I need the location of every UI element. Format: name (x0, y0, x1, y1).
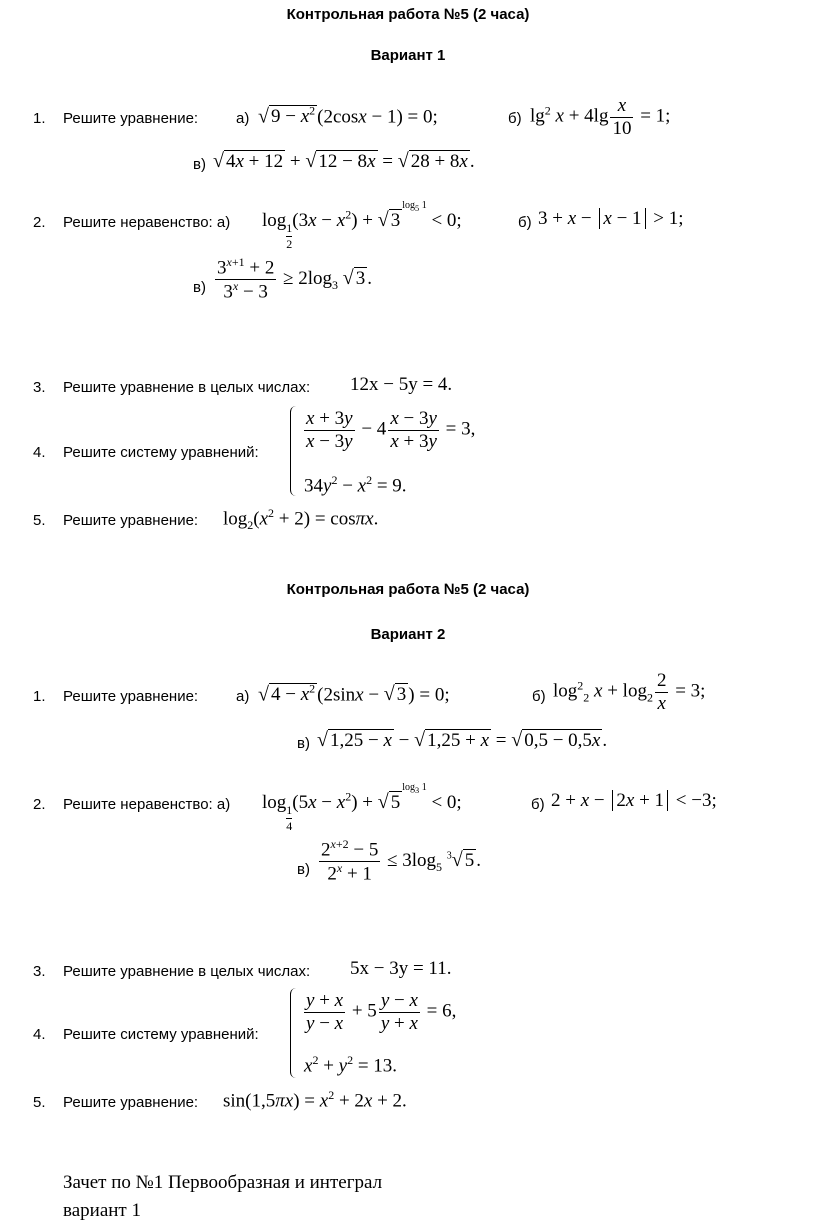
v1-task5-number: 5. (33, 512, 46, 529)
v1-task1-b-marker: б) (508, 110, 522, 127)
v1-task4-label: Решите систему уравнений: (63, 444, 259, 461)
v2-task4-number: 4. (33, 1026, 46, 1043)
v2-task2-b-marker: б) (531, 796, 545, 813)
v2-task2-label: Решите неравенство: а) (63, 796, 231, 813)
v1-task1-b-equation: $\lg^2 x + 4\lg$ $\frac{x}{10}$ = 1; (530, 95, 671, 139)
v1-task1-label: Решите уравнение: (63, 110, 199, 127)
v2-task1-c-marker: в) (297, 735, 310, 752)
variant1-subtitle: Вариант 1 (370, 47, 446, 64)
v2-task2-c-inequality: $\frac{2^{x+2} - 5}{2^x + 1}$ ≤ $3\log_5$ $^3$√ 5 . (321, 837, 482, 885)
v1-task1-c-marker: в) (193, 156, 206, 173)
v1-task5-label: Решите уравнение: (63, 512, 199, 529)
v1-task3-number: 3. (33, 379, 46, 396)
v2-task5-equation: $\sin(1,5\pi x) = x^2 + 2x + 2$. (223, 1088, 407, 1112)
v1-task1-c-equation: √ 4x + 12 + √ 12 − 8x = √ 28 + 8x . (213, 150, 475, 172)
v1-task2-c-marker: в) (193, 279, 206, 296)
v2-task3-number: 3. (33, 963, 46, 980)
v1-task1-a-equation: √ $9 - x^2$ (2cosx − 1) = 0; (258, 104, 438, 128)
v1-task1-a-marker: а) (236, 110, 250, 127)
v2-task1-b-equation: $\log^2_2 x + \log_2$ $\frac{2}{x}$ = 3; (553, 670, 706, 714)
v2-task1-label: Решите уравнение: (63, 688, 199, 705)
v2-system-brace (290, 988, 299, 1078)
v2-task3-equation: 5x − 3y = 11. (350, 958, 452, 979)
v2-task2-c-marker: в) (297, 861, 310, 878)
v2-task2-a-inequality: log $\frac{1}{4}$ $(5x - x^2)$ + √ $5^{log_3 1} < 0$; (262, 782, 462, 833)
v2-task4-label: Решите систему уравнений: (63, 1026, 259, 1043)
v2-task2-b-inequality: 2 + x − 2x + 1 < −3; (551, 790, 717, 811)
v1-task5-equation: $\log_2(x^2 + 2) = \cos\pi x$. (223, 506, 379, 533)
v2-task2-number: 2. (33, 796, 46, 813)
variant1-title: Контрольная работа №5 (2 часа) (286, 6, 530, 23)
v1-task2-a-inequality: log $\frac{1}{2}$ $(3x - x^2)$ + √ $3^{log_5 1} < 0$; (262, 200, 462, 251)
v1-system-eq2: $34y^2 - x^2 = 9$. (304, 473, 407, 497)
v1-task1-number: 1. (33, 110, 46, 127)
v2-system-eq2: $x^2 + y^2 = 13$. (304, 1053, 398, 1077)
v2-task1-c-equation: √ 1,25 − x − √ 1,25 + x = √ 0,5 − 0,5x . (317, 729, 608, 751)
v1-task3-equation: 12x − 5y = 4. (350, 374, 453, 395)
v1-task2-label: Решите неравенство: а) (63, 214, 231, 231)
footer-line1: Зачет по №1 Первообразная и интеграл (63, 1172, 383, 1193)
v2-task5-number: 5. (33, 1094, 46, 1111)
v1-task2-b-marker: б) (518, 214, 532, 231)
v2-task1-b-marker: б) (532, 688, 546, 705)
v1-task2-b-inequality: 3 + x − x − 1 > 1; (538, 208, 684, 229)
v1-task3-label: Решите уравнение в целых числах: (63, 379, 311, 396)
v2-task3-label: Решите уравнение в целых числах: (63, 963, 311, 980)
variant2-title: Контрольная работа №5 (2 часа) (286, 581, 530, 598)
v1-task4-number: 4. (33, 444, 46, 461)
v1-system-eq1: $\frac{x + 3y}{x - 3y}$ − 4 $\frac{x - 3y}{x + 3y}$ = 3, (306, 408, 476, 452)
v1-task2-c-inequality: $\frac{3^{x+1} + 2}{3^x - 3}$ ≥ $2\log_3$ √ 3 . (217, 255, 373, 303)
v2-task1-a-equation: √ $4 - x^2$ (2sinx − √ 3 ) = 0; (258, 682, 450, 706)
v2-task1-a-marker: а) (236, 688, 250, 705)
v2-system-eq1: $\frac{y + x}{y - x}$ + 5 $\frac{y - x}{y + x}$ = 6, (306, 990, 457, 1034)
variant2-subtitle: Вариант 2 (370, 626, 446, 643)
v2-task5-label: Решите уравнение: (63, 1094, 199, 1111)
footer-line2: вариант 1 (63, 1200, 141, 1221)
v2-task1-number: 1. (33, 688, 46, 705)
v1-task2-number: 2. (33, 214, 46, 231)
v1-system-brace (290, 406, 299, 496)
